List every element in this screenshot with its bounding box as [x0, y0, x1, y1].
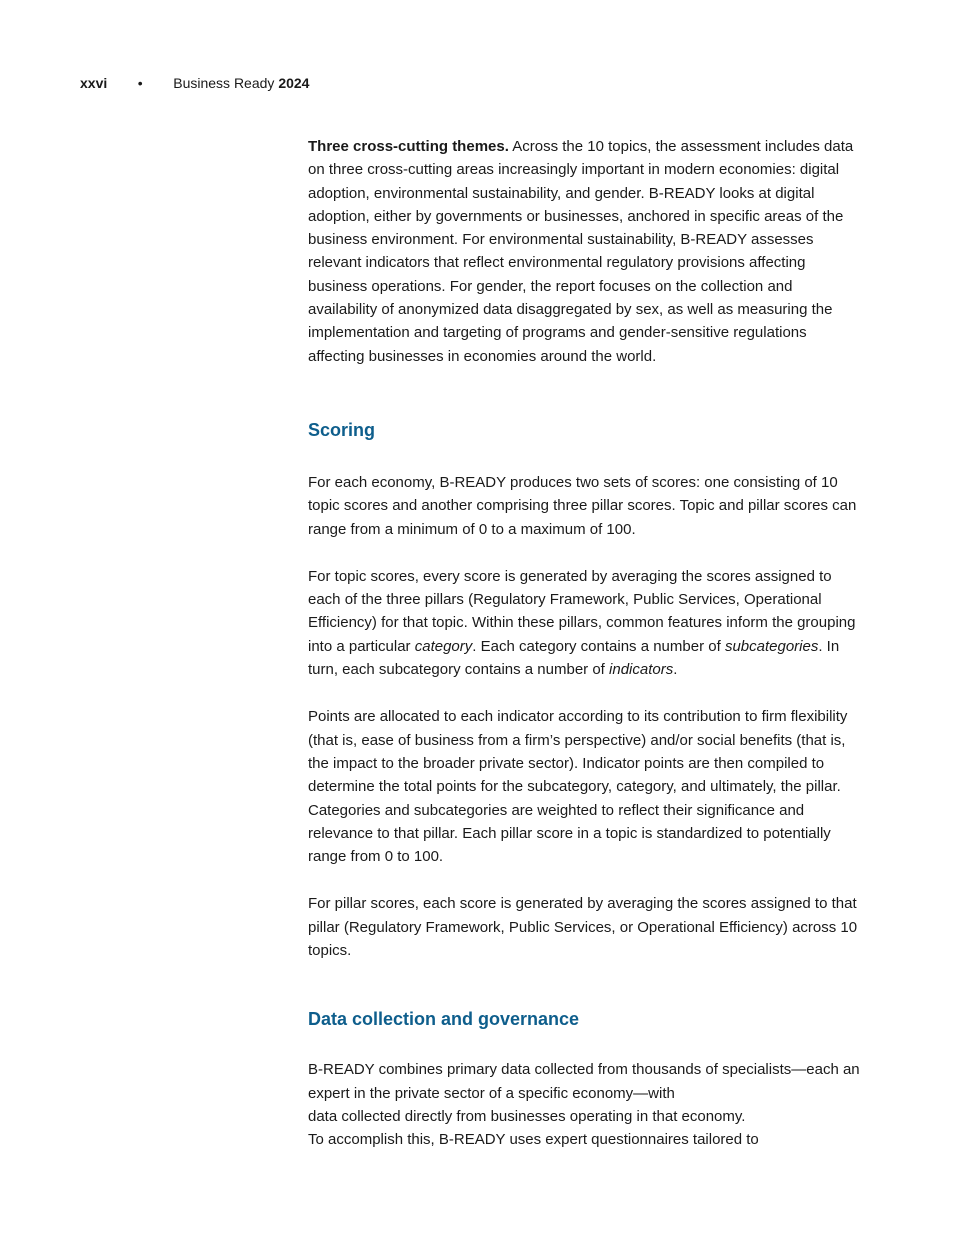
text-line: To accomplish this, B-READY uses expert questionnaires tailored to [308, 1131, 759, 1149]
publication-year: 2024 [278, 75, 310, 91]
page-number: xxvi [80, 75, 108, 91]
text-line: data collected directly from businesses operating in that economy. [308, 1107, 746, 1125]
section-heading-data-collection: Data collection and governance [308, 1009, 580, 1030]
paragraph-text: Across the 10 topics, the assessment includes data on three cross-cutting areas increasingly important in modern economies: digital adoption, environmental sustainability, and gender. B-READY looks at digital adoption, either by governments or businesses, anchored in specific areas of the business environment. For environmental sustainability, B-READY assesses relevant indicators that reflect environmental regulatory provisions affecting business operations. For gender, the report focuses on the collection and availability of anonymized data disaggregated by sex, as well as measuring the implementation and targeting of programs and gender-sensitive regulations affecting businesses in economies around the world. [308, 138, 854, 365]
cross-cutting-themes-paragraph [308, 135, 864, 368]
text-line: B-READY combines primary data collected from thousands of specialists—each an expert in the private sector of a specific economy—with [308, 1061, 860, 1102]
scoring-paragraph-2 [308, 565, 864, 681]
paragraph-lead: Three cross-cutting themes. [308, 138, 509, 155]
term-subcategories: subcategories [724, 637, 819, 655]
data-collection-paragraph-1 [308, 1058, 864, 1151]
scoring-paragraph-1: For each economy, B-READY produces two sets of scores: one consisting of 10 topic scores and another comprising three pillar scores. Topic and pillar scores can range from a minimum of 0 to a maximum of 100. [308, 473, 857, 538]
publication-title: Business Ready [173, 75, 275, 91]
term-category: category [414, 637, 473, 655]
term-indicators: indicators [609, 661, 674, 679]
section-heading-scoring: Scoring [308, 419, 376, 440]
text-run: For topic scores, every score is generated by averaging the scores assigned to each of the three pillars (Regulatory Framework, Public Services, Operational Efficiency) for that topic. Within these pillars, common features inform the grouping into a particular [308, 567, 856, 655]
running-header [80, 74, 309, 92]
scoring-paragraph-3: Points are allocated to each indicator according to its contribution to firm flexibility (that is, ease of business from a firm’s perspective) and/or social benefits (that is, the impact to the broader private sector). Indicator points are then compiled to determine the total points for the subcategory, category, and ultimately, the pillar. Categories and subcategories are weighted to reflect their significance and relevance to that pillar. Each pillar score in a topic is standardized to potentially range from 0 to 100. [308, 708, 848, 866]
text-run: . Each category contains a number of [472, 637, 725, 655]
text-run: . [673, 661, 678, 679]
text-run: . In turn, each subcategory contains a number of [308, 637, 840, 679]
scoring-paragraph-4: For pillar scores, each score is generated by averaging the scores assigned to that pillar (Regulatory Framework, Public Services, or Operational Efficiency) across 10 topics. [308, 895, 858, 960]
header-separator: • [137, 75, 143, 91]
main-content [308, 135, 864, 1152]
